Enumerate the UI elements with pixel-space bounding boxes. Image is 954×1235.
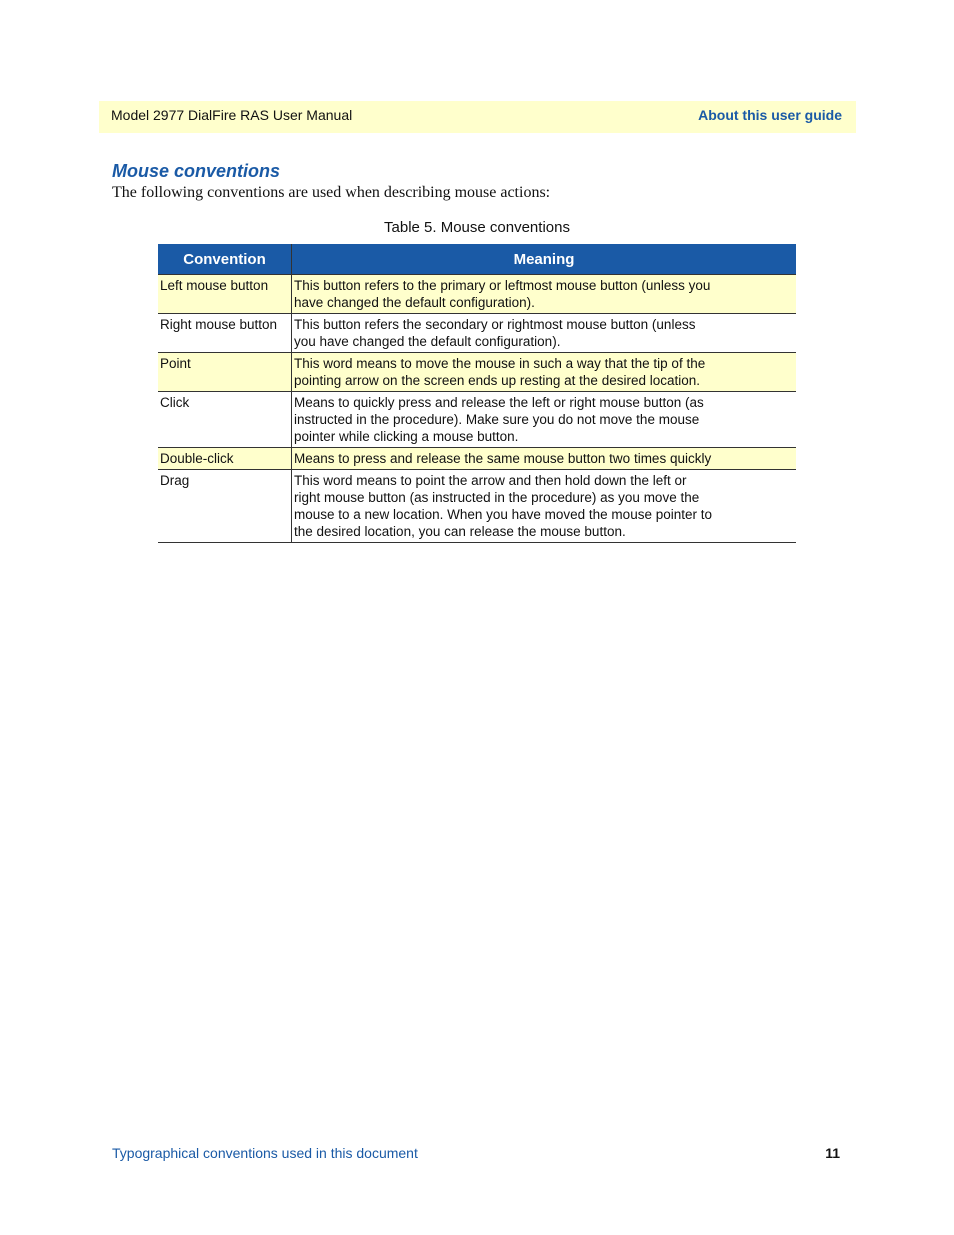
table-row [158,314,796,353]
mouse-conventions-table [158,244,796,543]
table-row [158,448,796,470]
meaning-cell: This word means to point the arrow and then hold down the left or right mouse button (as instructed in the procedure) as you move the mouse to a new location. When you have moved the mouse pointer to the desired location, you can release the mouse button. [292,470,797,543]
meaning-cell: This button refers the secondary or rightmost mouse button (unless you have changed the default configuration). [292,314,797,353]
convention-cell: Left mouse button [158,275,292,314]
intro-paragraph: The following conventions are used when describing mouse actions: [112,184,551,201]
column-header-meaning: Meaning [292,244,797,275]
table-caption: Table 5. Mouse conventions [384,219,570,236]
convention-cell: Right mouse button [158,314,292,353]
section-title: Mouse conventions [112,161,281,181]
table-row [158,470,796,543]
chapter-title: About this user guide [698,107,842,123]
convention-cell: Drag [158,470,292,543]
convention-cell: Point [158,353,292,392]
convention-cell: Double-click [158,448,292,470]
convention-cell: Click [158,392,292,448]
column-header-convention: Convention [158,244,292,275]
page-number: 11 [825,1145,840,1161]
table-header-row [158,244,796,275]
meaning-cell: Means to press and release the same mouse button two times quickly [292,448,797,470]
meaning-cell: This button refers to the primary or leftmost mouse button (unless you have changed the default configuration). [292,275,797,314]
manual-title: Model 2977 DialFire RAS User Manual [111,107,353,123]
running-header [99,101,856,133]
footer-section-title: Typographical conventions used in this document [112,1145,418,1161]
table-row [158,353,796,392]
table-row [158,392,796,448]
meaning-cell: This word means to move the mouse in such a way that the tip of the pointing arrow on the screen ends up resting at the desired location. [292,353,797,392]
table-row [158,275,796,314]
meaning-cell: Means to quickly press and release the left or right mouse button (as instructed in the procedure). Make sure you do not move the mouse pointer while clicking a mouse button. [292,392,797,448]
